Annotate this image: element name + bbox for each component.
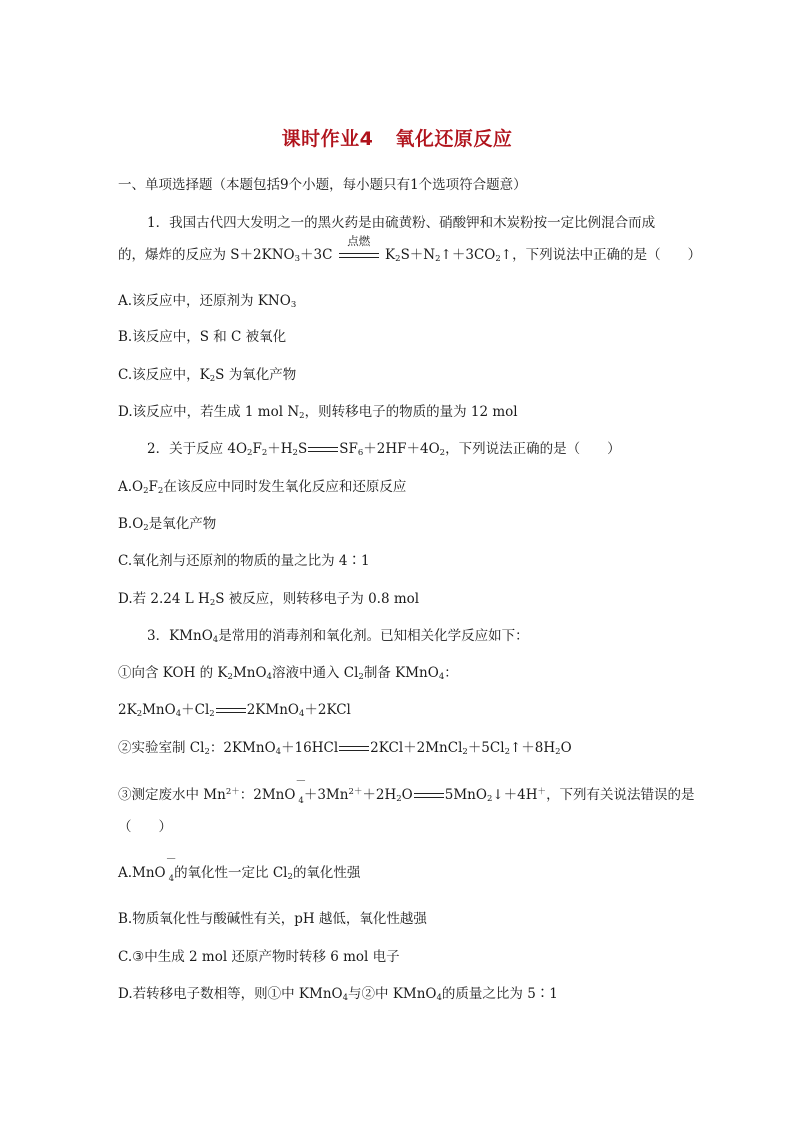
- q3-option-b[interactable]: B.物质氧化性与酸碱性有关，pH 越低，氧化性越强: [118, 911, 427, 927]
- page-title: [0, 124, 794, 151]
- q3-reaction-2: ②实验室制 $Cl_2$：2KMnO$_4$＋16HCl $2KCl+2MnCl_2+5Cl_2↑+8H_2O$: [118, 740, 572, 757]
- q3-option-a[interactable]: A.MnO － $_4$的氧化性一定比 $Cl_2$的氧化性强: [118, 852, 361, 884]
- q1-option-a[interactable]: A.该反应中，还原剂为 $KNO_3$: [118, 293, 297, 310]
- q3-option-d[interactable]: D.若转移电子数相等，则①中 KMnO$_4$与②中 KMnO$_4$的质量之比为 5∶1: [118, 986, 558, 1003]
- q3-answer-parens: （ ）: [118, 819, 172, 835]
- q3-option-c[interactable]: C.③中生成 2 mol 还原产物时转移 6 mol 电子: [118, 949, 400, 965]
- q1-option-b[interactable]: B.该反应中，S 和 C 被氧化: [118, 329, 287, 345]
- permanganate-ion-mark: － $_4$: [295, 774, 307, 806]
- q2-option-a[interactable]: $A.O_2F_2$在该反应中同时发生氧化反应和还原反应: [118, 479, 407, 496]
- q2-option-d[interactable]: D.若 2.24 L $H_2S$ 被反应，则转移电子为 0.8 mol: [118, 591, 420, 608]
- q2-option-b[interactable]: $B.O_2$是氧化产物: [118, 516, 217, 533]
- title-lesson: 课时作业4: [281, 128, 374, 150]
- equals-sign: [216, 708, 246, 713]
- equals-sign: [308, 447, 338, 452]
- q1-stem-line1: 1．我国古代四大发明之一的黑火药是由硫黄粉、硝酸钾和木炭粉按一定比例混合而成: [147, 215, 656, 231]
- q1-option-d[interactable]: D.该反应中，若生成 1 mol $N_2$，则转移电子的物质的量为 12 mol: [118, 404, 518, 421]
- title-topic: 氧化还原反应: [395, 128, 513, 150]
- equals-sign: [414, 793, 444, 798]
- q2-stem: 2．关于反应 $4O_2F_2+H_2S$ $SF_6+2HF+4O_2$，下列说法正确的是（ ）: [147, 441, 621, 458]
- q3-reaction-1-desc: ①向含 KOH 的 $K_2MnO_4$溶液中通入 $Cl_2$制备 KMnO$_4$：: [118, 665, 458, 682]
- q3-reaction-3: ③测定废水中 $Mn^{2+}$：2MnO － $_4+3Mn^{2+}+2H_2O$ 5MnO$_2$↓＋4H＋，下列有关说法错误的是: [118, 774, 695, 806]
- permanganate-ion-mark: － $_4$: [165, 852, 177, 884]
- q2-option-c[interactable]: C.氧化剂与还原剂的物质的量之比为 4∶1: [118, 553, 370, 569]
- q1-stem-line2: 的，爆炸的反应为 $S+2KNO_3+3C$ 点燃 $K_2S+N_2↑+3CO_2↑$，下列说法中正确的是（ ）: [118, 234, 702, 264]
- reaction-condition: 点燃: [337, 246, 381, 264]
- q1-option-c[interactable]: C.该反应中，$K_2S$ 为氧化产物: [118, 367, 297, 384]
- equals-sign: [339, 746, 369, 751]
- section-heading: 一、单项选择题（本题包括9个小题，每小题只有1个选项符合题意）: [118, 177, 527, 193]
- q3-stem: 3．KMnO$_4$是常用的消毒剂和氧化剂。已知相关化学反应如下：: [147, 628, 529, 645]
- q3-equation-1: $2K_2MnO_4+Cl_2$ 2KMnO$_4$＋2KCl: [118, 702, 351, 719]
